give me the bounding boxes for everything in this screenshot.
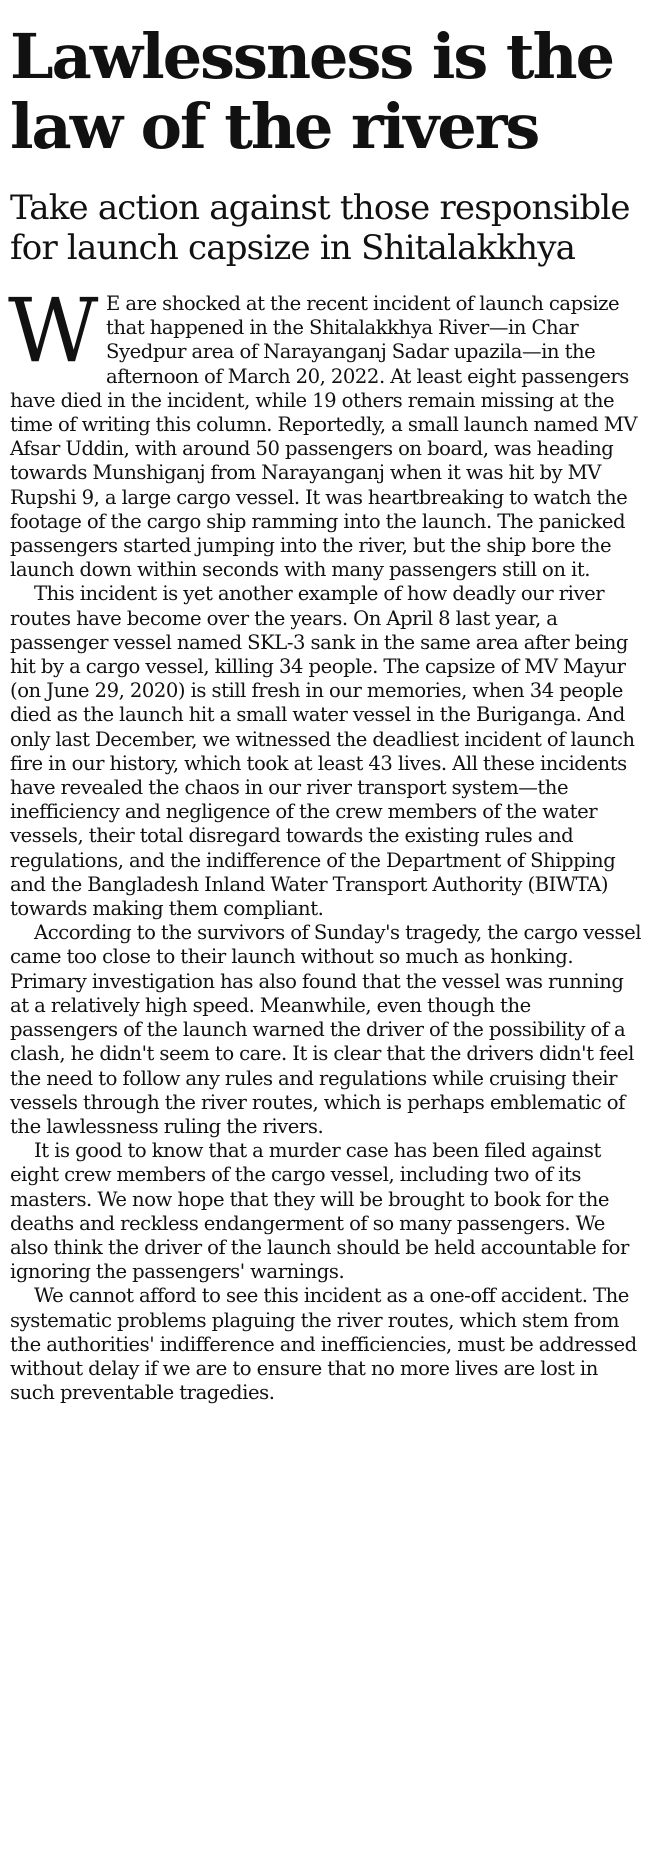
paragraph-2: This incident is yet another example of how deadly our river routes have become over the years. On April 8 last year, a passenger vessel named SKL-3 sank in the same area after being hit by a cargo vessel, killing 34 people. The capsize of MV Mayur (on June 29, 2020) is still fresh in our memories, when 34 people died as the launch hit a small water vessel in the Buriganga. And only last December, we witnessed the deadliest incident of launch fire in our history, which took at least 43 lives. All these incidents have revealed the chaos in our river transport system—the inefficiency and negligence of the crew members of the water vessels, their total disregard towards the existing rules and regulations, and the indifference of the Department of Shipping and the Bangladesh Inland Water Transport Authority (BIWTA) towards making them compliant. bbox=[10, 582, 635, 921]
article-body bbox=[8, 279, 642, 1405]
paragraph-5: We cannot afford to see this incident as a one-off accident. The systematic problems plaguing the river routes, which stem from the authorities' indifference and inefficiencies, must be addressed without delay if we are to ensure that no more lives are lost in such preventable tragedies. bbox=[10, 1284, 637, 1405]
subheadline: Take action against those responsible for launch capsize in Shitalakkhya bbox=[10, 188, 630, 268]
drop-cap: W bbox=[8, 279, 98, 382]
editorial-article bbox=[10, 0, 642, 1405]
paragraph-1 bbox=[8, 279, 642, 582]
paragraph-1-text: E are shocked at the recent incident of launch capsize that happened in the Shitalakkhya River—in Char Syedpur area of Narayanganj Sadar upazila—in the afternoon of March 20, 2022. At least eight passengers have died in the incident, while 19 others remain missing at the time of writing this column. Reportedly, a small launch named MV Afsar Uddin, with around 50 passengers on board, was heading towards Munshiganj from Narayanganj when it was hit by MV Rupshi 9, a large cargo vessel. It was heartbreaking to watch the footage of the cargo ship ramming into the launch. The panicked passengers started jumping into the river, but the ship bore the launch down within seconds with many passengers still on it. bbox=[10, 292, 638, 582]
headline: Lawlessness is the law of the rivers bbox=[10, 20, 614, 163]
paragraph-3: According to the survivors of Sunday's tragedy, the cargo vessel came too close to their launch without so much as honking. Primary investigation has also found that the vessel was running at a relatively high speed. Meanwhile, even though the passengers of the launch warned the driver of the possibility of a clash, he didn't seem to care. It is clear that the drivers didn't feel the need to follow any rules and regulations while cruising their vessels through the river routes, which is perhaps emblematic of the lawlessness ruling the rivers. bbox=[10, 921, 642, 1138]
paragraph-4: It is good to know that a murder case has been filed against eight crew members of the cargo vessel, including two of its masters. We now hope that they will be brought to book for the deaths and reckless endangerment of so many passengers. We also think the driver of the launch should be held accountable for ignoring the passengers' warnings. bbox=[10, 1139, 629, 1284]
